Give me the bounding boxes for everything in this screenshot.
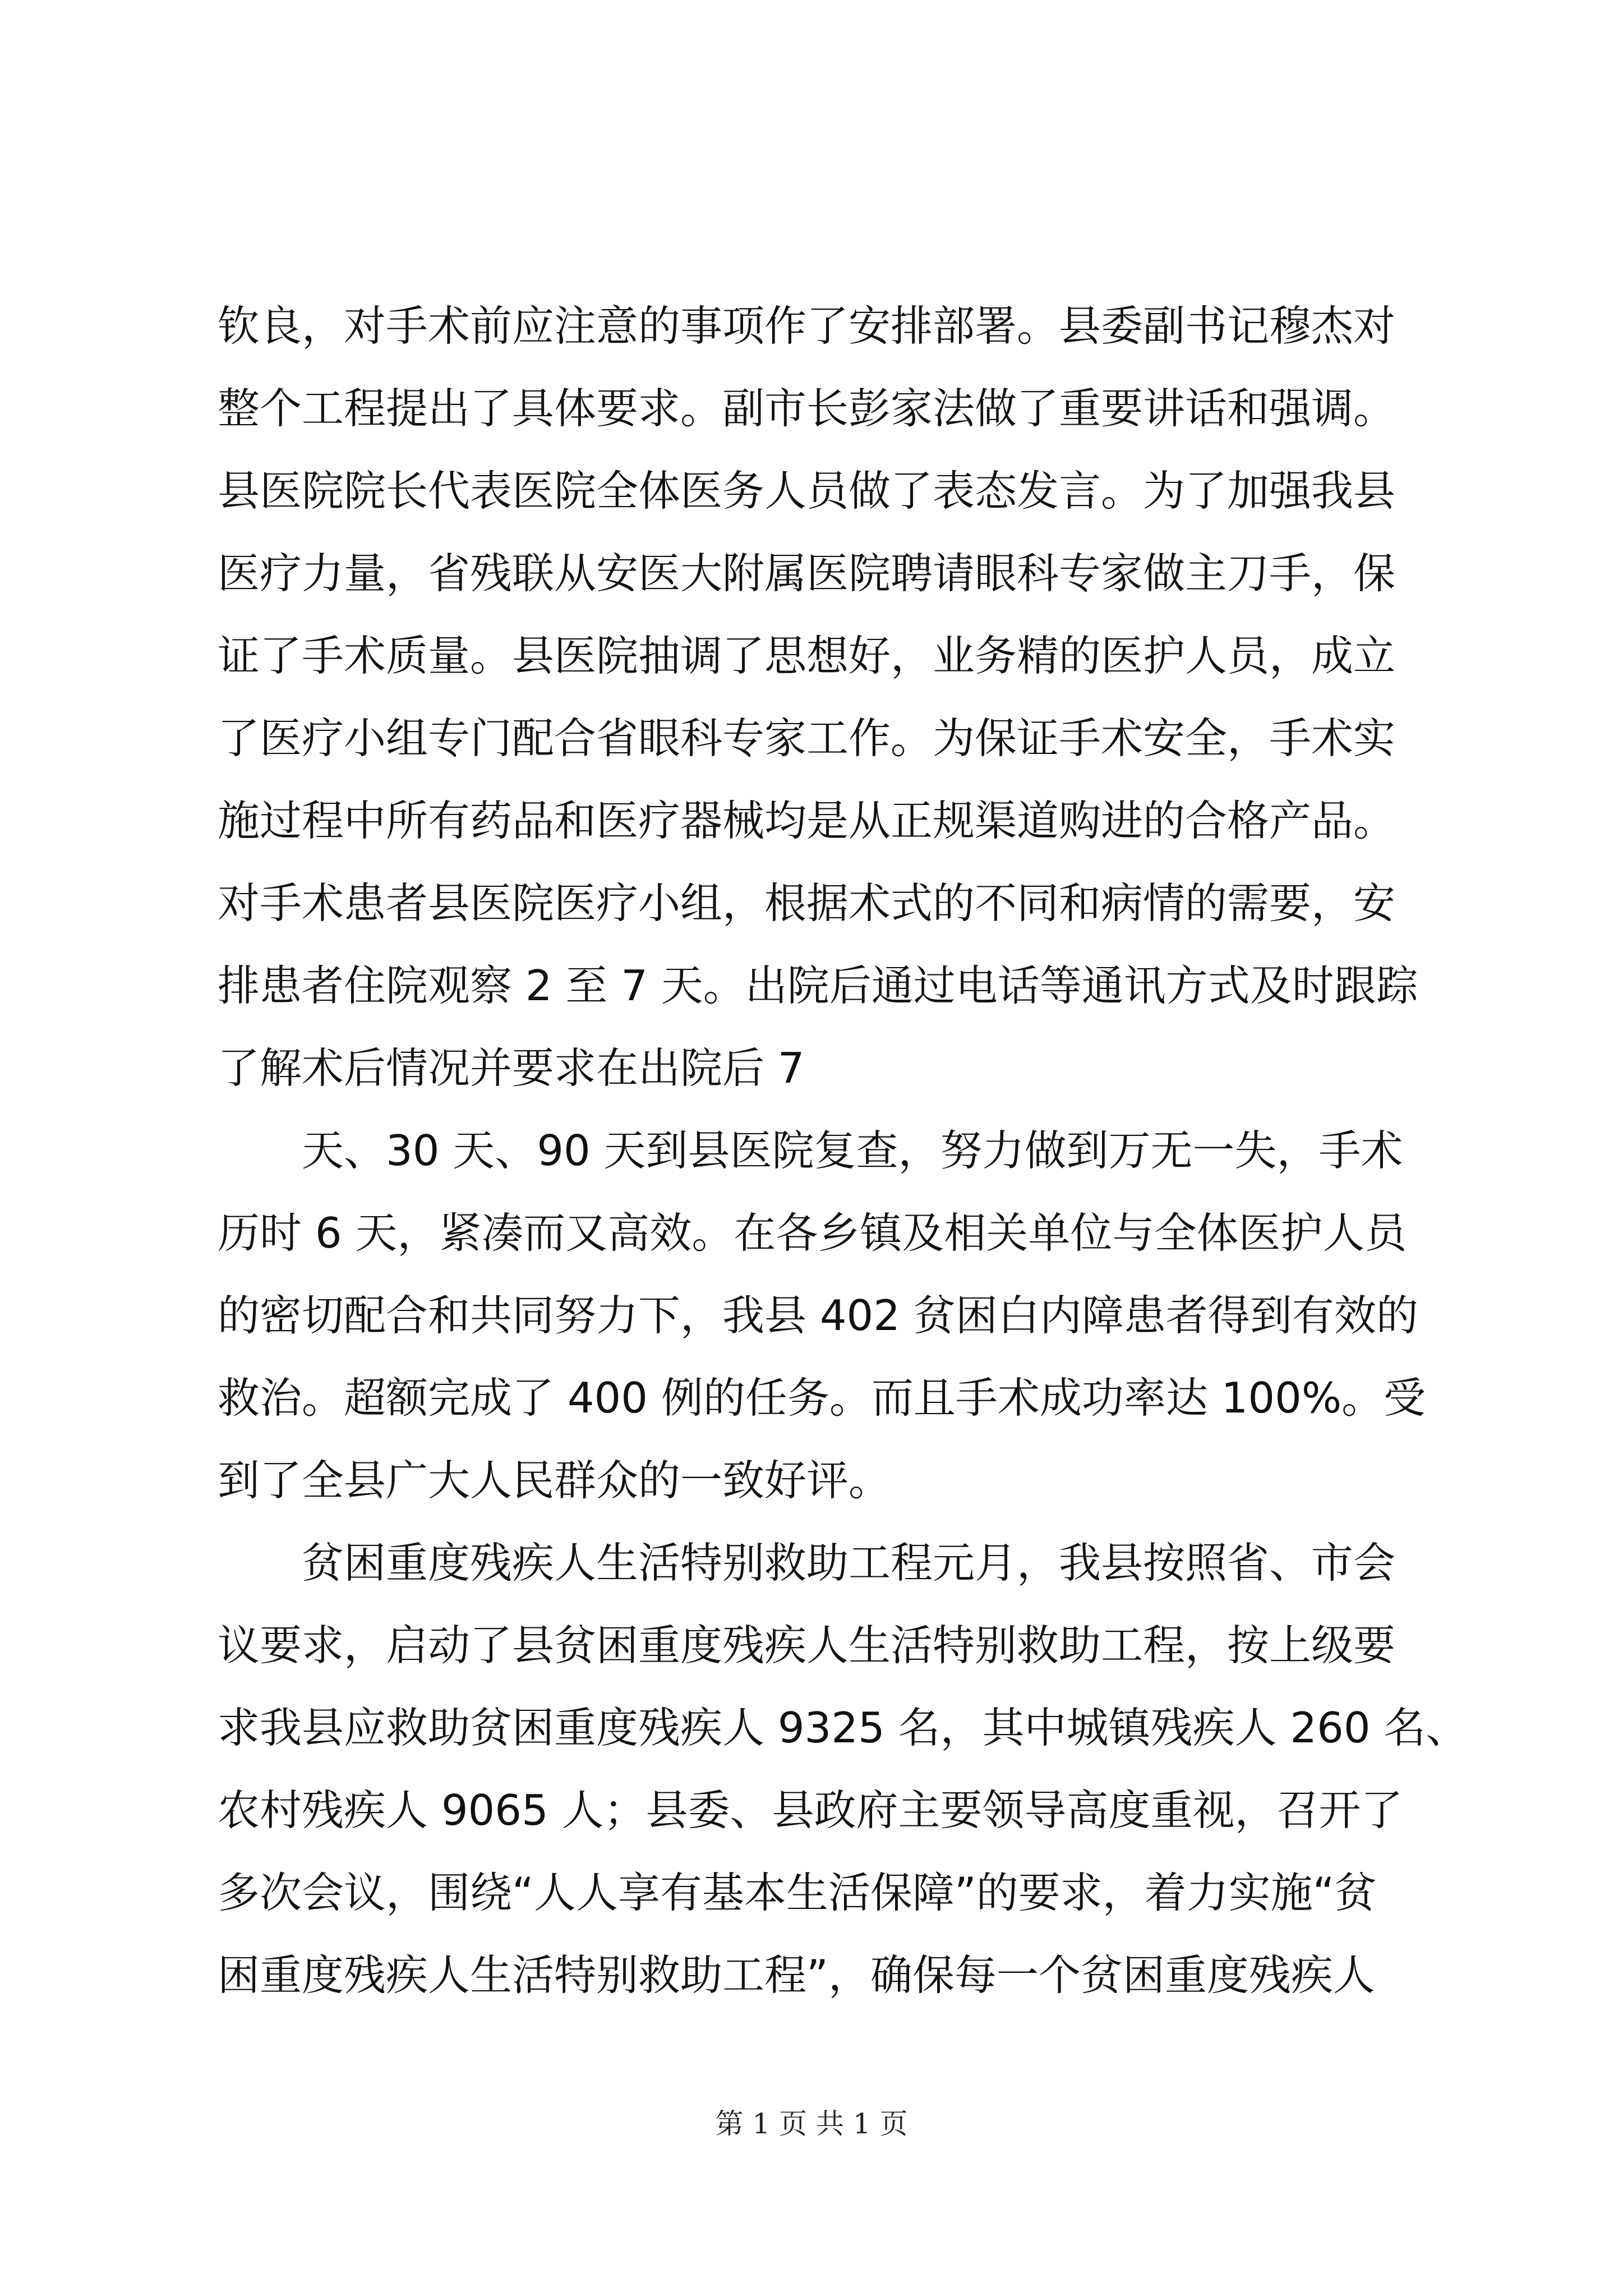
- text-line: 了解术后情况并要求在出院后 7: [218, 1043, 805, 1093]
- text-line: 施过程中所有药品和医疗器械均是从正规渠道购进的合格产品。: [218, 796, 1396, 845]
- text-line: 困重度残疾人生活特别救助工程”，确保每一个贫困重度残疾人: [218, 1950, 1375, 2000]
- text-line: 钦良，对手术前应注意的事项作了安排部署。县委副书记穆杰对: [218, 301, 1396, 351]
- body-text: [218, 285, 1468, 2017]
- text-line: 农村残疾人 9065 人；县委、县政府主要领导高度重视，召开了: [218, 1786, 1403, 1835]
- text-line: 议要求，启动了县贫困重度残疾人生活特别救助工程，按上级要: [218, 1621, 1396, 1670]
- text-line: 对手术患者县医院医疗小组，根据术式的不同和病情的需要，安: [218, 878, 1396, 928]
- text-line: 整个工程提出了具体要求。副市长彭家法做了重要讲话和强调。: [218, 384, 1396, 433]
- text-line: 贫困重度残疾人生活特别救助工程元月，我县按照省、市会: [218, 1538, 1396, 1588]
- text-line: 县医院院长代表医院全体医务人员做了表态发言。为了加强我县: [218, 466, 1396, 516]
- text-line: 救治。超额完成了 400 例的任务。而且手术成功率达 100%。受: [218, 1373, 1426, 1423]
- text-line: 求我县应救助贫困重度残疾人 9325 名，其中城镇残疾人 260 名、: [218, 1703, 1468, 1752]
- text-line: 历时 6 天，紧凑而又高效。在各乡镇及相关单位与全体医护人员: [218, 1208, 1407, 1258]
- page-footer: 第 1 页 共 1 页: [715, 2108, 908, 2140]
- text-line: 天、30 天、90 天到县医院复查，努力做到万无一失，手术: [218, 1126, 1403, 1175]
- text-line: 到了全县广大人民群众的一致好评。: [218, 1456, 891, 1505]
- text-line: 多次会议，围绕“人人享有基本生活保障”的要求，着力实施“贫: [218, 1868, 1377, 1917]
- text-line: 证了手术质量。县医院抽调了思想好，业务精的医护人员，成立: [218, 631, 1396, 680]
- text-line: 的密切配合和共同努力下，我县 402 贫困白内障患者得到有效的: [218, 1291, 1418, 1340]
- text-line: 医疗力量，省残联从安医大附属医院聘请眼科专家做主刀手，保: [218, 549, 1396, 598]
- text-line: 排患者住院观察 2 至 7 天。出院后通过电话等通讯方式及时跟踪: [218, 961, 1418, 1010]
- text-line: 了医疗小组专门配合省眼科专家工作。为保证手术安全，手术实: [218, 714, 1396, 763]
